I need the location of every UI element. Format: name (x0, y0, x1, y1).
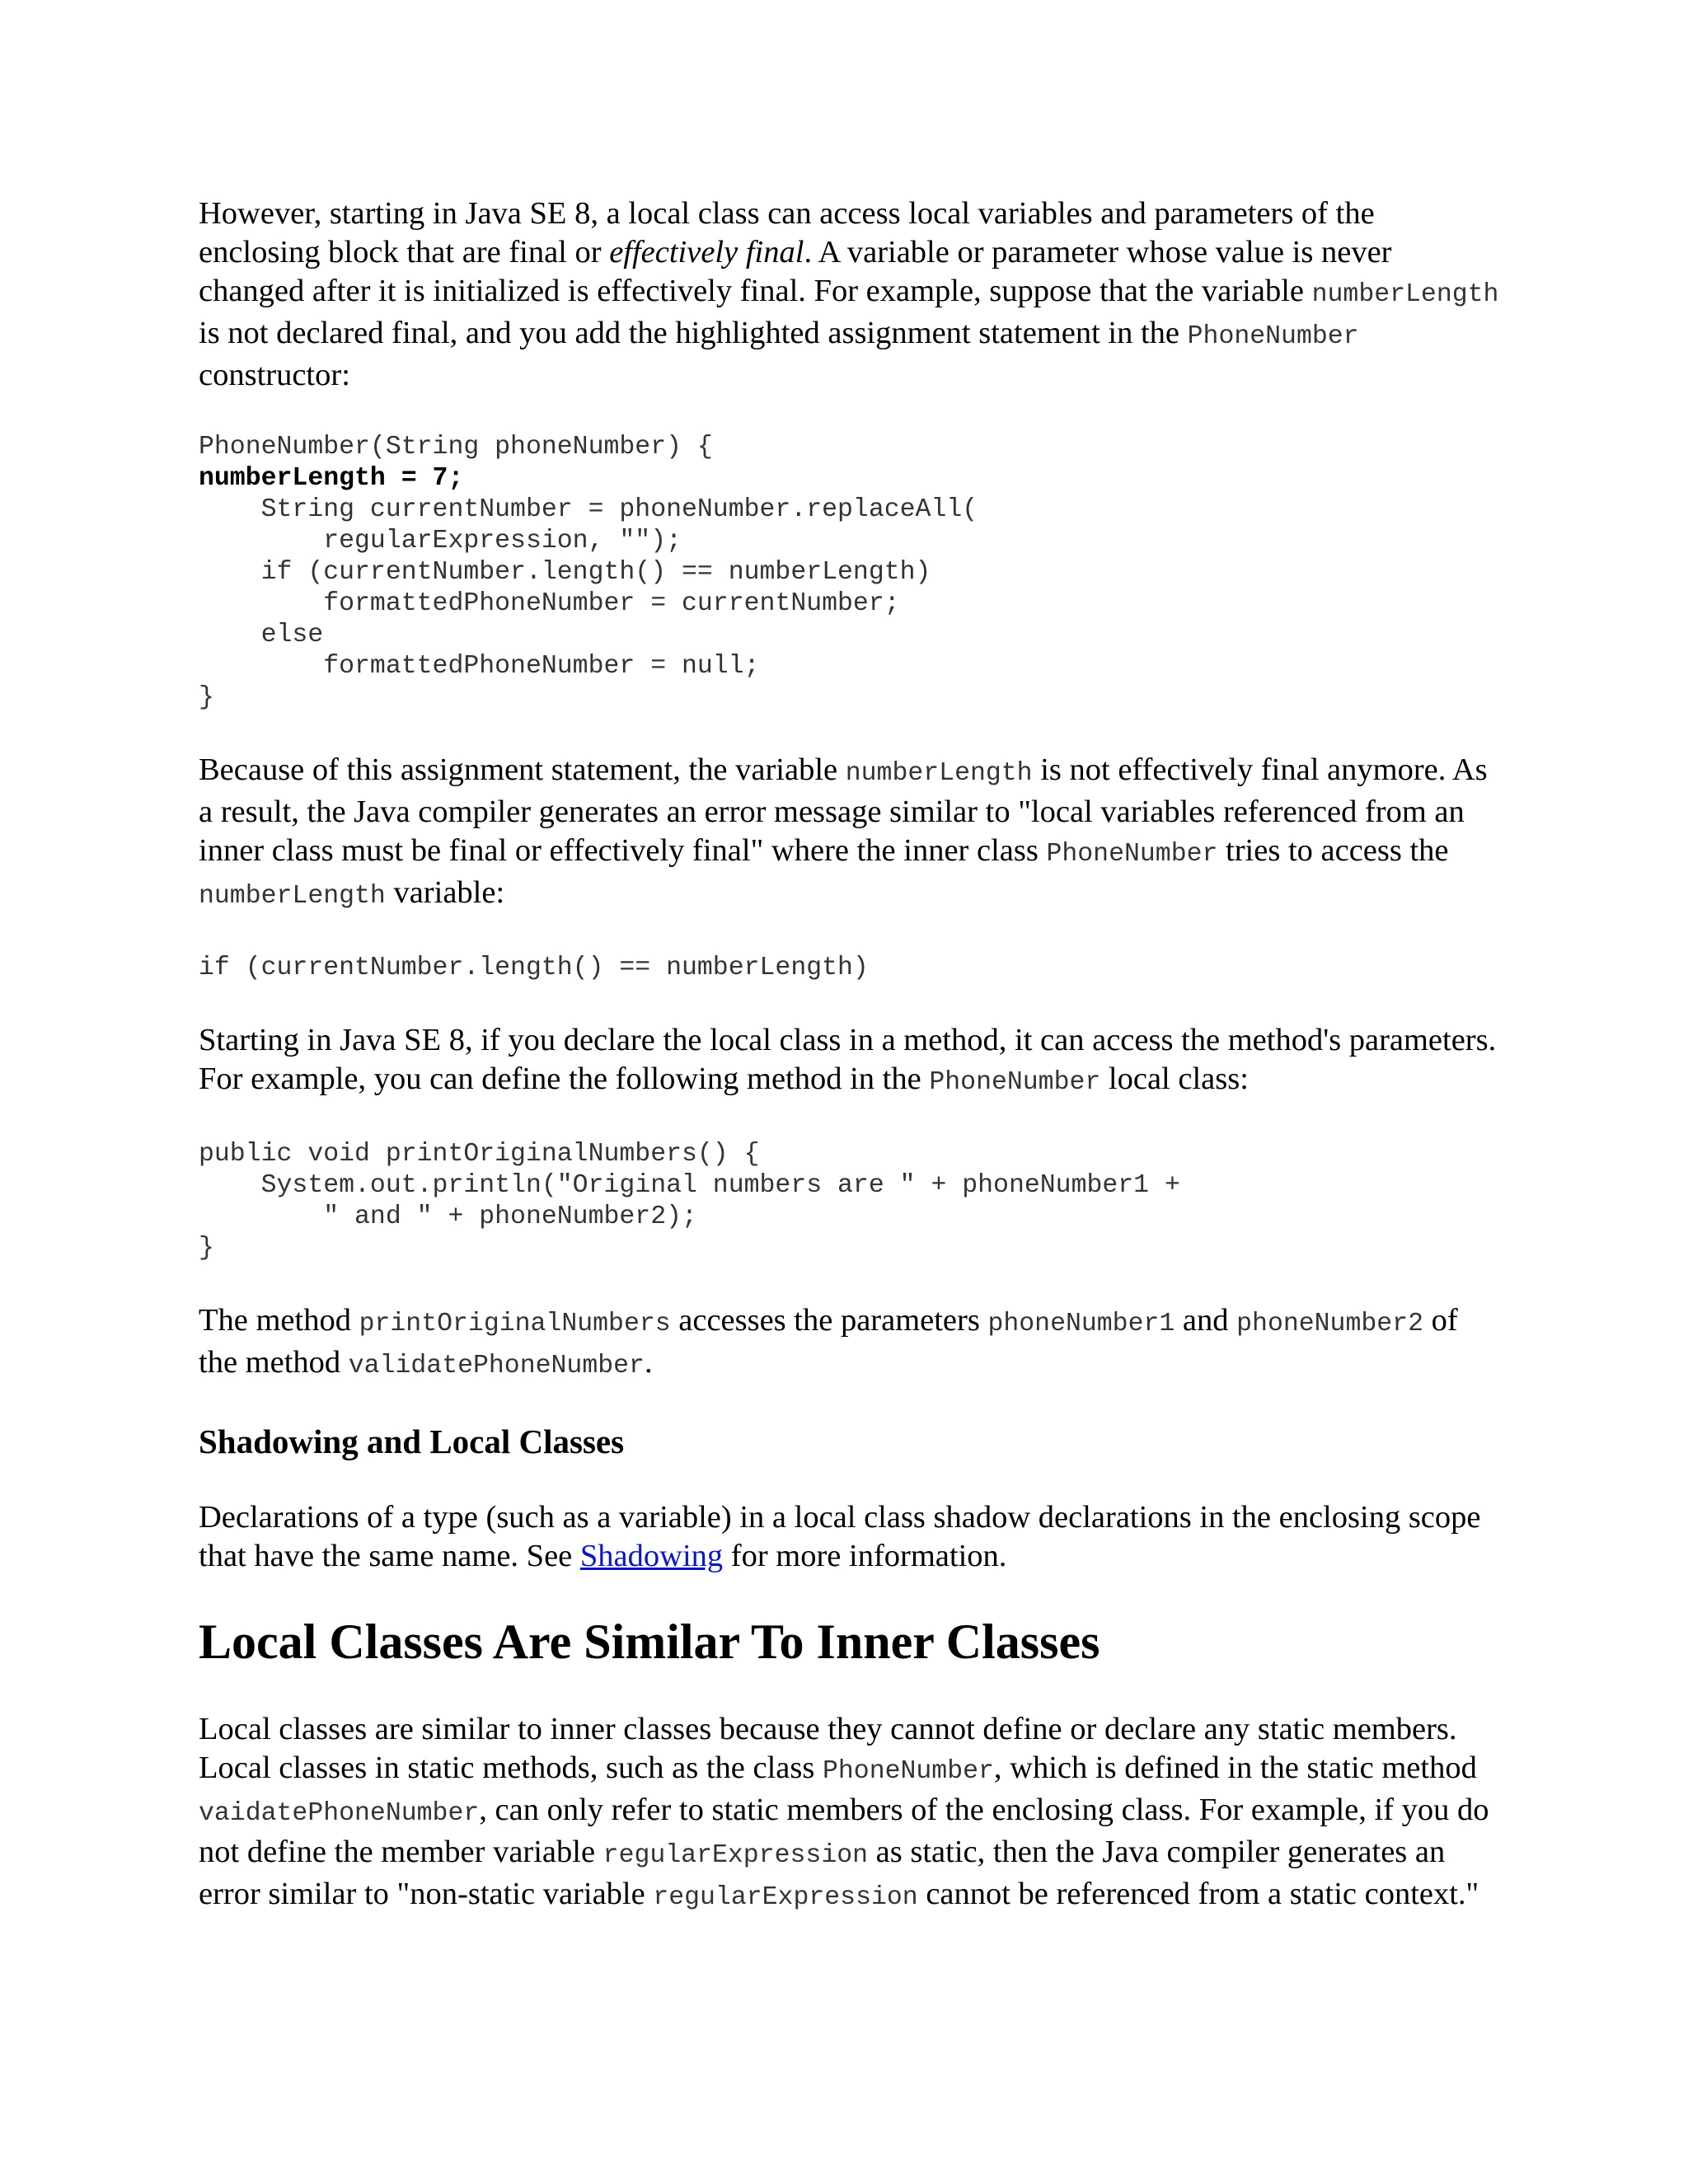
paragraph-accesses-parameters: The method printOriginalNumbers accesses the parameters phoneNumber1 and phoneNumber2 of the method validatePhoneNumber. (199, 1303, 1458, 1380)
code-line: " and " + phoneNumber2); (199, 1202, 697, 1231)
document-page (199, 194, 1501, 1954)
code-line: String currentNumber = phoneNumber.replaceAll( (199, 495, 978, 524)
inline-code: regularExpression (603, 1841, 869, 1870)
code-line: System.out.println("Original numbers are " + phoneNumber1 + (199, 1171, 1180, 1200)
paragraph-effectively-final: However, starting in Java SE 8, a local class can access local variables and parameters of the enclosing block that are final or effectively final. A variable or parameter whose value is never changed after it is initialized is effectively final. For example, suppose that the variable numberLength is not declared final, and you add the highlighted assignment statement in the PhoneNumber constructor: (199, 196, 1499, 392)
code-line: if (currentNumber.length() == numberLength) (199, 558, 931, 587)
emphasis-term: effectively final (609, 235, 804, 269)
code-line: else (199, 621, 324, 649)
paragraph-method-parameters: Starting in Java SE 8, if you declare the local class in a method, it can access the method's parameters. For example, you can define the following method in the PhoneNumber local class: (199, 1023, 1497, 1097)
inline-code: printOriginalNumbers (359, 1310, 671, 1338)
inline-code: PhoneNumber (1046, 840, 1218, 869)
paragraph-inner-classes: Local classes are similar to inner classes because they cannot define or declare any static members. Local classes in static methods, such as the class PhoneNumber, which is defined in the static method vaidatePhoneNumber, can only refer to static members of the enclosing class. For example, if you do not define the member variable regularExpression as static, then the Java compiler generates an error similar to "non-static variable regularExpression cannot be referenced from a static context." (199, 1712, 1489, 1912)
code-line: PhoneNumber(String phoneNumber) { (199, 433, 713, 462)
inline-code: phoneNumber2 (1236, 1310, 1423, 1338)
paragraph-compiler-error: Because of this assignment statement, the variable numberLength is not effectively final anymore. As a result, the Java compiler generates an error message similar to "local variables referenced from an inner class must be final or effectively final" where the inner class PhoneNumber tries to access the numberLength variable: (199, 752, 1488, 911)
inline-code: PhoneNumber (822, 1757, 994, 1786)
code-line: } (199, 683, 214, 712)
section-heading-inner-classes: Local Classes Are Similar To Inner Classes (199, 1615, 1100, 1669)
paragraph-shadowing: Declarations of a type (such as a variable) in a local class shadow declarations in the enclosing scope that have the same name. See Shadowing for more information. (199, 1500, 1481, 1573)
section-heading-shadowing: Shadowing and Local Classes (199, 1422, 625, 1460)
shadowing-link[interactable]: Shadowing (579, 1539, 724, 1573)
inline-code: regularExpression (653, 1883, 918, 1912)
inline-code: numberLength (1311, 280, 1499, 309)
inline-code: numberLength (845, 759, 1033, 788)
code-line: } (199, 1234, 214, 1263)
code-line: if (currentNumber.length() == numberLength) (199, 954, 869, 982)
inline-code: PhoneNumber (929, 1068, 1101, 1097)
code-block-print-method (199, 1139, 1501, 1264)
code-block-constructor (199, 432, 1501, 714)
code-line-highlighted: numberLength = 7; (199, 464, 464, 493)
inline-code: phoneNumber1 (987, 1310, 1175, 1338)
code-block-if-statement (199, 953, 1501, 984)
code-line: formattedPhoneNumber = currentNumber; (199, 589, 900, 618)
code-line: formattedPhoneNumber = null; (199, 652, 760, 681)
inline-code: numberLength (199, 882, 386, 911)
inline-code: validatePhoneNumber (348, 1352, 645, 1380)
inline-code: PhoneNumber (1187, 322, 1359, 351)
code-line: public void printOriginalNumbers() { (199, 1140, 760, 1169)
inline-code: vaidatePhoneNumber (199, 1799, 480, 1828)
code-line: regularExpression, ""); (199, 527, 682, 555)
